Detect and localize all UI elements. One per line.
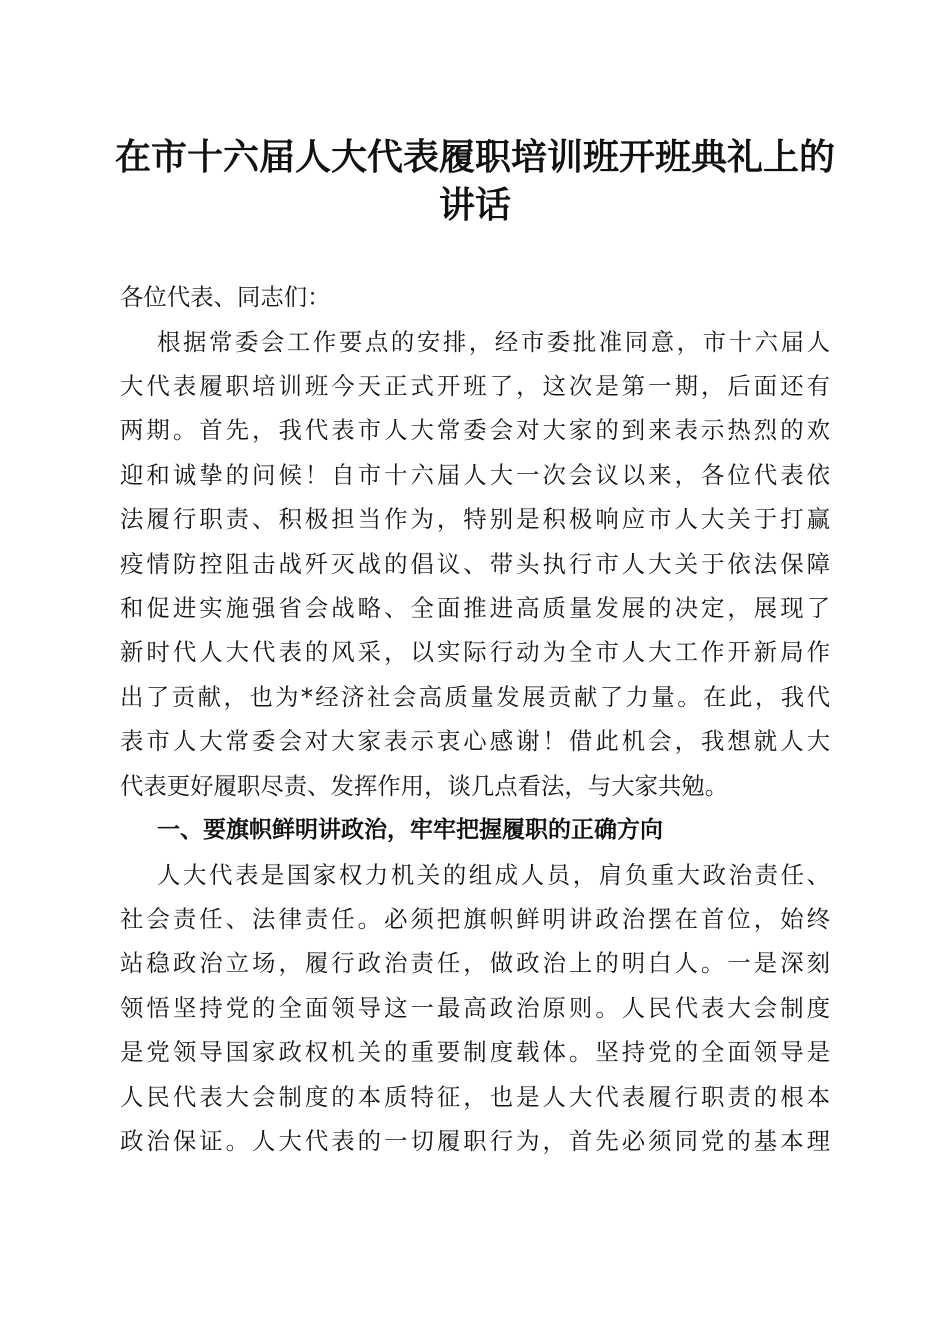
paragraph-line: 大代表履职培训班今天正式开班了，这次是第一期，后面还有 xyxy=(120,372,830,400)
section-heading: 一、要旗帜鲜明讲政治，牢牢把握履职的正确方向 xyxy=(157,817,663,843)
paragraph-line: 出了贡献，也为*经济社会高质量发展贡献了力量。在此，我代 xyxy=(120,683,830,711)
paragraph-line: 新时代人大代表的风采，以实际行动为全市人大工作开新局作 xyxy=(120,638,830,666)
paragraph-line: 表市人大常委会对大家表示衷心感谢！借此机会，我想就人大 xyxy=(120,727,830,755)
paragraph-line: 代表更好履职尽责、发挥作用，谈几点看法，与大家共勉。 xyxy=(120,772,729,800)
paragraph-line: 疫情防控阻击战歼灭战的倡议、带头执行市人大关于依法保障 xyxy=(120,550,830,578)
paragraph-line: 是党领导国家政权机关的重要制度载体。坚持党的全面领导是 xyxy=(120,1038,830,1066)
paragraph-line: 法履行职责、积极担当作为，特别是积极响应市人大关于打赢 xyxy=(120,505,830,533)
paragraph-line: 社会责任、法律责任。必须把旗帜鲜明讲政治摆在首位，始终 xyxy=(120,905,830,933)
paragraph-line: 根据常委会工作要点的安排，经市委批准同意，市十六届人 xyxy=(157,328,830,356)
paragraph-line: 站稳政治立场，履行政治责任，做政治上的明白人。一是深刻 xyxy=(120,949,830,977)
document-title-line-2: 讲话 xyxy=(438,184,511,226)
paragraph-line: 人大代表是国家权力机关的组成人员，肩负重大政治责任、 xyxy=(157,861,830,889)
paragraph-line: 政治保证。人大代表的一切履职行为，首先必须同党的基本理 xyxy=(120,1127,830,1155)
paragraph-line: 人民代表大会制度的本质特征，也是人大代表履行职责的根本 xyxy=(120,1083,830,1111)
document-title-line-1: 在市十六届人大代表履职培训班开班典礼上的 xyxy=(114,136,835,178)
salutation: 各位代表、同志们： xyxy=(120,283,331,311)
paragraph-line: 迎和诚挚的问候！自市十六届人大一次会议以来，各位代表依 xyxy=(120,461,830,489)
paragraph-line: 两期。首先，我代表市人大常委会对大家的到来表示热烈的欢 xyxy=(120,416,830,444)
paragraph-line: 和促进实施强省会战略、全面推进高质量发展的决定，展现了 xyxy=(120,594,830,622)
paragraph-line: 领悟坚持党的全面领导这一最高政治原则。人民代表大会制度 xyxy=(120,994,830,1022)
